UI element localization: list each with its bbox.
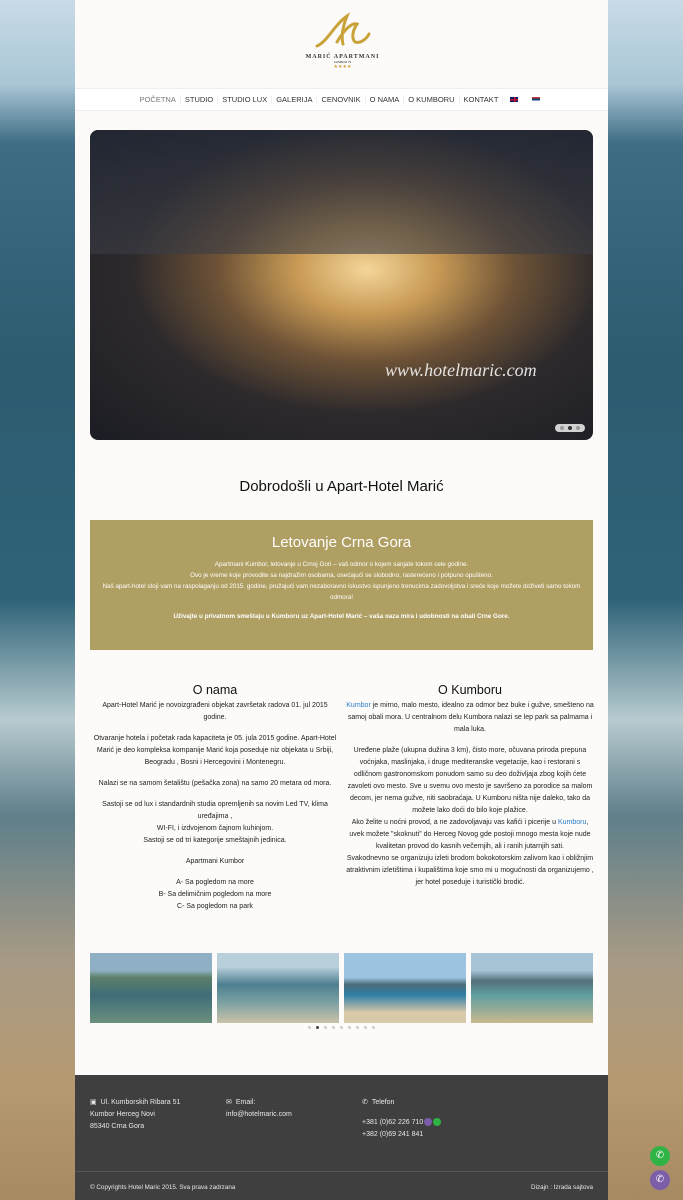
gallery-dot[interactable] xyxy=(308,1026,311,1029)
logo-brand: MARIĆ APARTMANI xyxy=(305,54,380,60)
slider-dots xyxy=(555,424,585,432)
hero-slider[interactable] xyxy=(90,130,593,440)
copyright: © Copyrights Hotel Maric 2015. Sva prava zadrzana xyxy=(90,1184,236,1191)
viber-icon[interactable] xyxy=(424,1118,432,1126)
nav-kontakt[interactable]: KONTAKT xyxy=(460,95,504,104)
phone-icon: ✆ xyxy=(362,1099,368,1106)
address-line: Ul. Kumborskih Ribara 51 xyxy=(100,1099,181,1106)
design-credit[interactable]: Dizajn : Izrada sajtova xyxy=(531,1184,593,1191)
phone-number[interactable]: +381 (0)62 226 710 xyxy=(362,1119,424,1126)
serbia-flag-icon[interactable] xyxy=(532,97,540,102)
o-nama-section xyxy=(90,684,340,913)
footer-address xyxy=(90,1097,180,1133)
kumboru-link[interactable]: Kumboru xyxy=(557,819,587,826)
category-item: B- Sa delimičnim pogledom na more xyxy=(158,891,272,898)
logo-stars: ★★★★ xyxy=(333,64,352,70)
address-card-icon: ▣ xyxy=(90,1099,97,1106)
logo-sub: KUMBOR 79 xyxy=(333,60,352,64)
gallery-dot[interactable] xyxy=(348,1026,351,1029)
address-line: Kumbor Herceg Novi xyxy=(90,1111,155,1118)
paragraph: Svakodnevno se organizuju izleti brodom bokokotorskim zalivom kao i obližnjim atraktivnim izletištima i kupalištima koje smo mi u mogućnosti da organizujemo , jer hotel poseduje i turistički brodić. xyxy=(346,855,594,886)
slide-image xyxy=(90,130,593,254)
address-line: 85340 Crna Gora xyxy=(90,1123,145,1130)
category-item: C- Sa pogledom na park xyxy=(177,903,253,910)
paragraph: Sastoji se od tri kategorije smeštajnih jedinica. xyxy=(143,837,287,844)
gallery-dot[interactable] xyxy=(324,1026,327,1029)
kumbor-link[interactable]: Kumbor xyxy=(346,702,371,709)
page-container xyxy=(75,0,608,1200)
gallery-dot[interactable] xyxy=(372,1026,375,1029)
footer-phone xyxy=(362,1097,441,1141)
whatsapp-icon[interactable] xyxy=(433,1118,441,1126)
main-nav xyxy=(75,88,608,111)
intro-line: Naš apart-hotel stoji vam na raspolaganju od 2015. godine, pružajući vam nezaboravno iskustvo ispunjeno trenucima zadovoljstva i sreće koje možete doživeti samo tokom odmora! xyxy=(102,583,581,601)
gallery-carousel xyxy=(90,953,593,1023)
whatsapp-float-button[interactable]: ✆ xyxy=(650,1146,670,1166)
intro-bold: Uživajte u privatnom smeštaju u Kumboru uz Apart-Hotel Marić – vaša oaza mira i udobnosti na obali Crne Gore. xyxy=(173,613,510,620)
intro-title: Letovanje Crna Gora xyxy=(271,534,412,551)
gallery-image[interactable] xyxy=(344,953,466,1023)
paragraph: Apart-Hotel Marić je novoizgrađeni objekat završetak radova 01. jul 2015 godine. xyxy=(102,702,328,721)
gallery-dot[interactable] xyxy=(356,1026,359,1029)
category-item: A- Sa pogledom na more xyxy=(176,879,254,886)
logo-mark-icon xyxy=(313,12,373,52)
footer xyxy=(75,1075,608,1200)
o-kumboru-title: O Kumboru xyxy=(438,683,502,697)
gallery-image[interactable] xyxy=(471,953,593,1023)
nav-o-nama[interactable]: O NAMA xyxy=(366,95,405,104)
slider-dot[interactable] xyxy=(568,426,572,430)
intro-box xyxy=(90,520,593,650)
gallery-dots xyxy=(75,1026,608,1029)
email-label: Email: xyxy=(235,1099,256,1106)
phone-number[interactable]: +382 (0)69 241 841 xyxy=(362,1131,424,1138)
viber-float-button[interactable]: ✆ xyxy=(650,1170,670,1190)
paragraph: Ako želite u noćni provod, a ne zadovoljavaju vas kafići i picerije u xyxy=(351,819,558,826)
uk-flag-icon[interactable] xyxy=(510,97,518,102)
gallery-dot[interactable] xyxy=(364,1026,367,1029)
paragraph: Apartmani Kumbor xyxy=(185,858,245,865)
paragraph: Uređene plaže (ukupna dužina 3 km), čisto more, očuvana priroda prepuna voćnjaka, maslinjaka, i druge mediteranske vegetacije, kao i restorani s odličnom gastronomskom ponudom samo su deo doživljaja zbog kojih ćete zavoleti ovo mesto. Sve u svemu ovo mesto je savršeno za porodice sa malom decom, jer nema gužve, niti saobraćaja. U Kumboru ništa nije daleko, tako da možete lako doći do bilo koje plažice. xyxy=(347,747,593,814)
slide-watermark: www.hotelmaric.com xyxy=(385,360,537,380)
nav-pocetna[interactable]: POČETNA xyxy=(136,95,181,104)
slider-dot[interactable] xyxy=(560,426,564,430)
paragraph: WI-FI, i izdvojenom čajnom kuhinjom. xyxy=(156,825,274,832)
paragraph: je mirno, malo mesto, idealno za odmor bez buke i gužve, smešteno na samoj obali mora. U centralnom delu Kumbora nalazi se lep park sa palmama i mala luka. xyxy=(347,702,594,733)
gallery-image[interactable] xyxy=(217,953,339,1023)
welcome-heading: Dobrodošli u Apart-Hotel Marić xyxy=(239,478,444,495)
gallery-dot[interactable] xyxy=(316,1026,319,1029)
footer-email xyxy=(226,1097,292,1121)
nav-galerija[interactable]: GALERIJA xyxy=(272,95,317,104)
email-link[interactable]: info@hotelmaric.com xyxy=(226,1111,292,1118)
nav-studio[interactable]: STUDIO xyxy=(181,95,218,104)
logo[interactable] xyxy=(295,12,390,78)
nav-cenovnik[interactable]: CENOVNIK xyxy=(317,95,365,104)
footer-bottom xyxy=(75,1171,608,1194)
o-kumboru-section xyxy=(345,684,595,889)
slider-dot[interactable] xyxy=(576,426,580,430)
envelope-icon: ✉ xyxy=(226,1099,232,1106)
o-nama-title: O nama xyxy=(192,683,238,697)
nav-studio-lux[interactable]: STUDIO LUX xyxy=(218,95,272,104)
nav-o-kumboru[interactable]: O KUMBORU xyxy=(404,95,459,104)
gallery-dot[interactable] xyxy=(332,1026,335,1029)
paragraph: Nalazi se na samom šetalištu (pešačka zona) na samo 20 metara od mora. xyxy=(98,780,332,787)
gallery-dot[interactable] xyxy=(340,1026,343,1029)
paragraph: Otvaranje hotela i početak rada kapaciteta je 05. jula 2015 godine. Apart-Hotel Marić je deo kompleksa kompanije Marić koja poseduje niz objekata u Srbiji, Beogradu , Bosni i Hercegovini i Montenegru. xyxy=(93,735,337,766)
gallery-image[interactable] xyxy=(90,953,212,1023)
phone-label: Telefon xyxy=(371,1099,395,1106)
paragraph: , uvek možete "skoknuti" do Herceg Novog gde postoji mnogo mesta koje nude kvalitetan provod do kasnih večernjih, ali i ranih jutarnjih sati. xyxy=(349,819,591,850)
paragraph: Sastoji se od lux i standardnih studia opremljenih sa novim Led TV, klima uređajima , xyxy=(102,801,328,820)
intro-line: Apartmani Kumbor, letovanje u Crnoj Gori – vaš odmor o kojem sanjate tokom cele godine. xyxy=(214,561,469,568)
intro-line: Ovo je vreme koje provodite sa najdražim osobama, osećajući se slobodno, rasterećeno i potpuno opušteno. xyxy=(190,572,493,579)
